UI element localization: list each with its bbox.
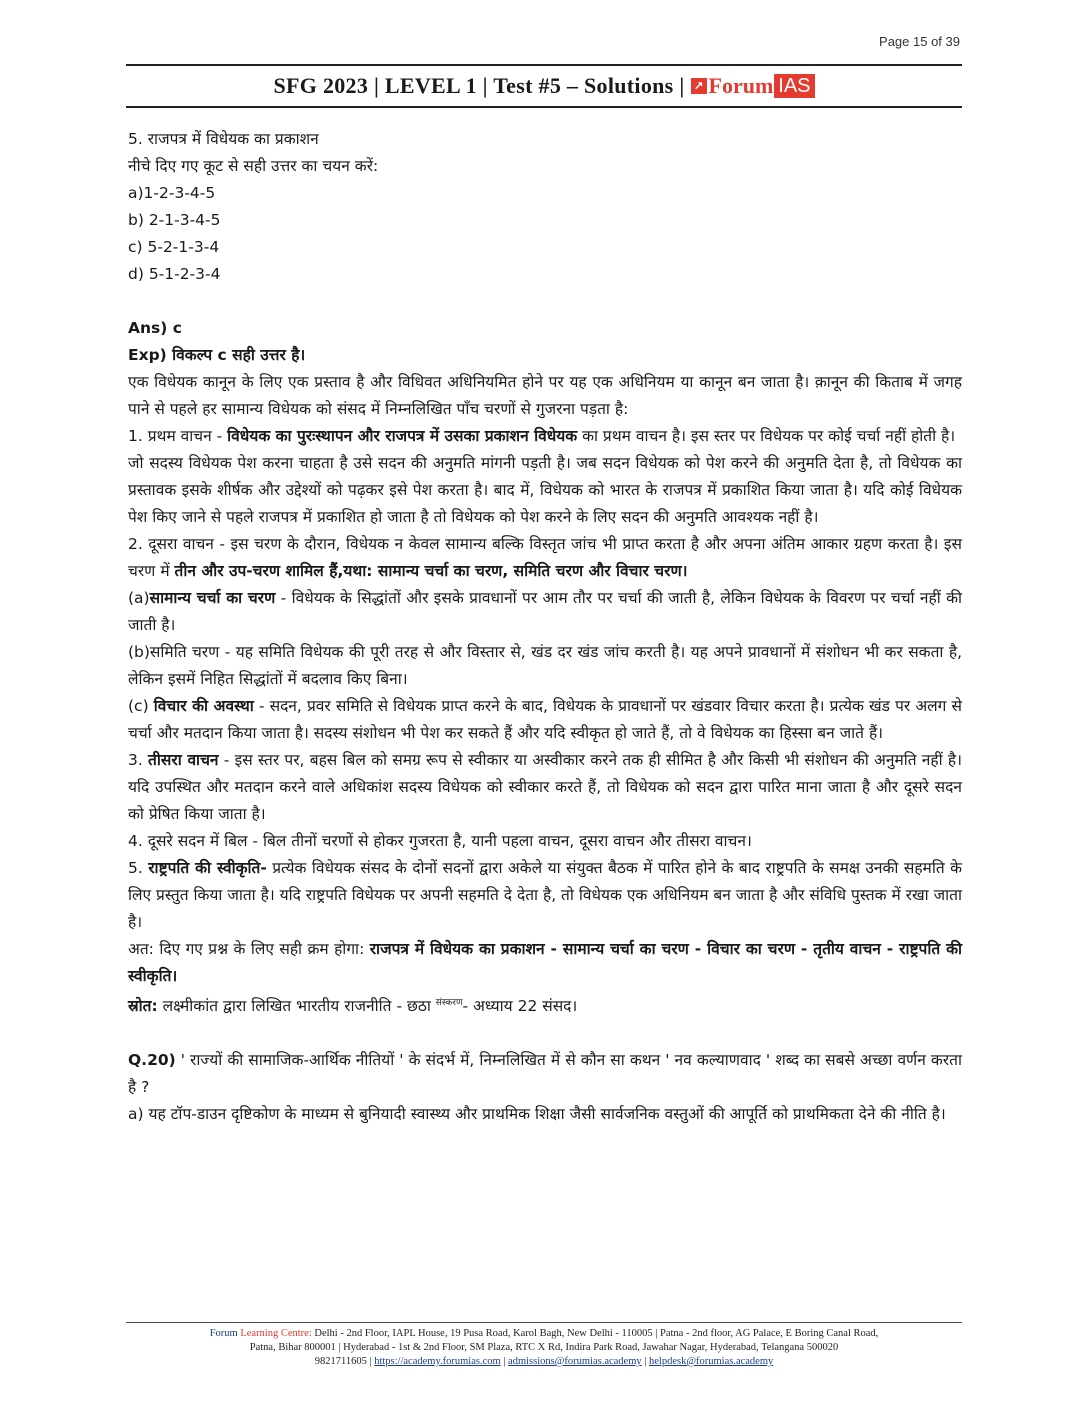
conclusion-bold: राजपत्र में विधेयक का प्रकाशन - सामान्य चर्चा का चरण - विचार का चरण - तृतीय वाचन - राष्ट्रपति की स्वीकृति।: [128, 940, 962, 985]
stage-2c-prefix: (c): [128, 697, 154, 715]
footer-line-1: [126, 1327, 962, 1341]
page-number: Page 15 of 39: [879, 34, 960, 49]
stage-3: [128, 747, 962, 828]
stage-2a-prefix: (a): [128, 589, 150, 607]
stage-2a-rest: - विधेयक के सिद्धांतों और इसके प्रावधानों पर आम तौर पर चर्चा की जाती है, लेकिन विधेयक के विवरण पर चर्चा नहीं की जाती है।: [128, 589, 962, 634]
question-item-5: 5. राजपत्र में विधेयक का प्रकाशन: [128, 130, 319, 148]
option-b: b) 2-1-3-4-5: [128, 211, 221, 229]
footer-line-3: 9821711605 | https://academy.forumias.com | admissions@forumias.academy | helpdesk@forumias.academy: [314, 1356, 774, 1367]
conclusion: [128, 936, 962, 990]
document-footer: [126, 1322, 962, 1369]
footer-link-academy[interactable]: https://academy.forumias.com: [374, 1356, 501, 1367]
stage-3-bold: तीसरा वाचन: [148, 751, 219, 769]
stage-3-prefix: 3.: [128, 751, 149, 769]
header-title: SFG 2023 | LEVEL 1 | Test #5 – Solutions |: [273, 73, 685, 98]
stage-2-prefix: 2. दूसरा वाचन - इस चरण के दौरान, विधेयक न केवल सामान्य बल्कि विस्तृत जांच भी प्राप्त करता है और अपना अंतिम आकार ग्रहण करता है। इस चरण में: [128, 535, 962, 580]
stage-2c-bold: विचार की अवस्था: [153, 697, 254, 715]
source-line: [128, 990, 962, 1020]
question-20: [128, 1047, 962, 1101]
stage-1-prefix: 1. प्रथम वाचन -: [128, 427, 228, 445]
stage-1-detail: जो सदस्य विधेयक पेश करना चाहता है उसे सदन की अनुमति मांगनी पड़ती है। जब सदन विधेयक को पेश करने की अनुमति देता है, तो विधेयक का प्रस्तावक इसके शीर्षक और उद्देश्यों को पढ़कर इसे पेश करता है। बाद में, विधेयक को भारत के राजपत्र में प्रकाशित किया जाता है। यदि कोई विधेयक पेश किए जाने से पहले राजपत्र में प्रकाशित हो जाता है तो विधेयक को पेश करने के लिए सदन की अनुमति आवश्यक नहीं है।: [128, 454, 962, 526]
option-a: a)1-2-3-4-5: [128, 184, 216, 202]
logo-forum-text: Forum: [708, 73, 774, 98]
stage-2c-rest: - सदन, प्रवर समिति से विधेयक प्राप्त करने के बाद, विधेयक के प्रावधानों पर खंडवार विचार करता है। प्रत्येक खंड पर अलग से चर्चा और मतदान किया जाता है। सदस्य संशोधन भी पेश कर सकते हैं और यदि स्वीकृत हो जाते हैं, तो वे विधेयक का हिस्सा बन जाते हैं।: [128, 697, 963, 742]
source-text: लक्ष्मीकांत द्वारा लिखित भारतीय राजनीति - छठा: [157, 997, 436, 1016]
conclusion-prefix: अत: दिए गए प्रश्न के लिए सही क्रम होगा:: [128, 940, 370, 958]
forumias-logo: [691, 73, 815, 99]
footer-line-2: Patna, Bihar 800001 | Hyderabad - 1st & 2nd Floor, SM Plaza, RTC X Rd, Indira Park Road, Jawahar Nagar, Hyderabad, Telangana 500020: [249, 1342, 839, 1353]
stage-2b: (b)समिति चरण - यह समिति विधेयक की पूरी तरह से और विस्तार से, खंड दर खंड जांच करती है। यह अपने प्रावधानों में संशोधन भी कर सकता है, लेकिन इसमें निहित सिद्धांतों में बदलाव किए बिना।: [128, 643, 962, 688]
exp-bold: विकल्प c सही उत्तर है।: [172, 346, 306, 364]
source-label: स्रोत:: [128, 997, 158, 1016]
stage-4: 4. दूसरे सदन में बिल - बिल तीनों चरणों से होकर गुजरता है, यानी पहला वाचन, दूसरा वाचन और तीसरा वाचन।: [128, 832, 752, 850]
footer-brand-suffix: Learning Centre:: [237, 1328, 312, 1339]
question-20-text: ' राज्यों की सामाजिक-आर्थिक नीतियों ' के संदर्भ में, निम्नलिखित में से कौन सा कथन ' नव कल्याणवाद ' शब्द का सबसे अच्छा वर्णन करता है ?: [128, 1051, 962, 1097]
explanation-intro: एक विधेयक कानून के लिए एक प्रस्ताव है और विधिवत अधिनियमित होने पर यह एक अधिनियम या कानून बन जाता है। क़ानून की किताब में जगह पाने से पहले हर सामान्य विधेयक को संसद में निम्नलिखित पाँच चरणों से गुजरना पड़ता है:: [128, 373, 962, 418]
source-superscript: संस्करण: [435, 998, 463, 1008]
stage-1-rest: का प्रथम वाचन है। इस स्तर पर विधेयक पर कोई चर्चा नहीं होती है।: [577, 427, 956, 445]
question-20-option-a: a) यह टॉप-डाउन दृष्टिकोण के माध्यम से बुनियादी स्वास्थ्य और प्राथमिक शिक्षा जैसी सार्वजनिक वस्तुओं की आपूर्ति को प्राथमिकता देने की नीति है।: [128, 1105, 946, 1124]
footer-link-helpdesk[interactable]: helpdesk@forumias.academy: [649, 1356, 774, 1367]
footer-link-admissions[interactable]: admissions@forumias.academy: [508, 1356, 642, 1367]
stage-5-prefix: 5.: [128, 859, 149, 877]
logo-ias-text: IAS: [774, 74, 814, 98]
stage-2a: [128, 585, 962, 639]
option-c: c) 5-2-1-3-4: [128, 238, 220, 256]
stage-2c: [128, 693, 962, 747]
stage-1-bold: विधेयक का पुरःस्थापन और राजपत्र में उसका प्रकाशन विधेयक: [227, 427, 578, 445]
stage-3-rest: - इस स्तर पर, बहस बिल को समग्र रूप से स्वीकार या अस्वीकार करने तक ही सीमित है और किसी भी संशोधन की अनुमति नहीं है। यदि उपस्थित और मतदान करने वाले अधिकांश सदस्य विधेयक को स्वीकार करते हैं, तो विधेयक को सदन द्वारा पारित माना जाता है और दूसरे सदन को प्रेषित किया जाता है।: [128, 751, 963, 823]
question-instruction: नीचे दिए गए कूट से सही उत्तर का चयन करें:: [128, 157, 379, 175]
stage-2: [128, 531, 962, 585]
document-header: [126, 64, 962, 108]
footer-brand: Forum: [209, 1328, 238, 1339]
footer-phone: 9821711605: [314, 1356, 367, 1367]
source-tail: - अध्याय 22 संसद।: [462, 997, 578, 1016]
stage-2-bold: तीन और उप-चरण शामिल हैं,यथा: सामान्य चर्चा का चरण, समिति चरण और विचार चरण।: [174, 562, 688, 580]
footer-address-1: Delhi - 2nd Floor, IAPL House, 19 Pusa Road, Karol Bagh, New Delhi - 110005 | Patna - 2nd floor, AG Palace, E Boring Canal Road,: [311, 1328, 879, 1339]
stage-5-rest: प्रत्येक विधेयक संसद के दोनों सदनों द्वारा अकेले या संयुक्त बैठक में पारित होने के बाद राष्ट्रपति के समक्ष उनकी सहमति के लिए प्रस्तुत किया जाता है। यदि राष्ट्रपति विधेयक पर अपनी सहमति दे देता है, तो विधेयक एक अधिनियम बन जाता है और संविधि पुस्तक में रखा जाता है।: [128, 859, 962, 931]
arrow-icon: ↗: [691, 78, 707, 94]
question-20-label: Q.20): [128, 1051, 176, 1070]
explanation-heading: [128, 342, 962, 369]
document-body: [128, 126, 962, 1128]
answer-line: Ans) c: [128, 319, 182, 337]
stage-5-bold: राष्ट्रपति की स्वीकृति-: [148, 859, 267, 877]
stage-2a-bold: सामान्य चर्चा का चरण: [149, 589, 276, 607]
stage-5: [128, 855, 962, 936]
stage-1: [128, 423, 962, 450]
option-d: d) 5-1-2-3-4: [128, 265, 221, 283]
exp-label: Exp): [128, 346, 167, 364]
